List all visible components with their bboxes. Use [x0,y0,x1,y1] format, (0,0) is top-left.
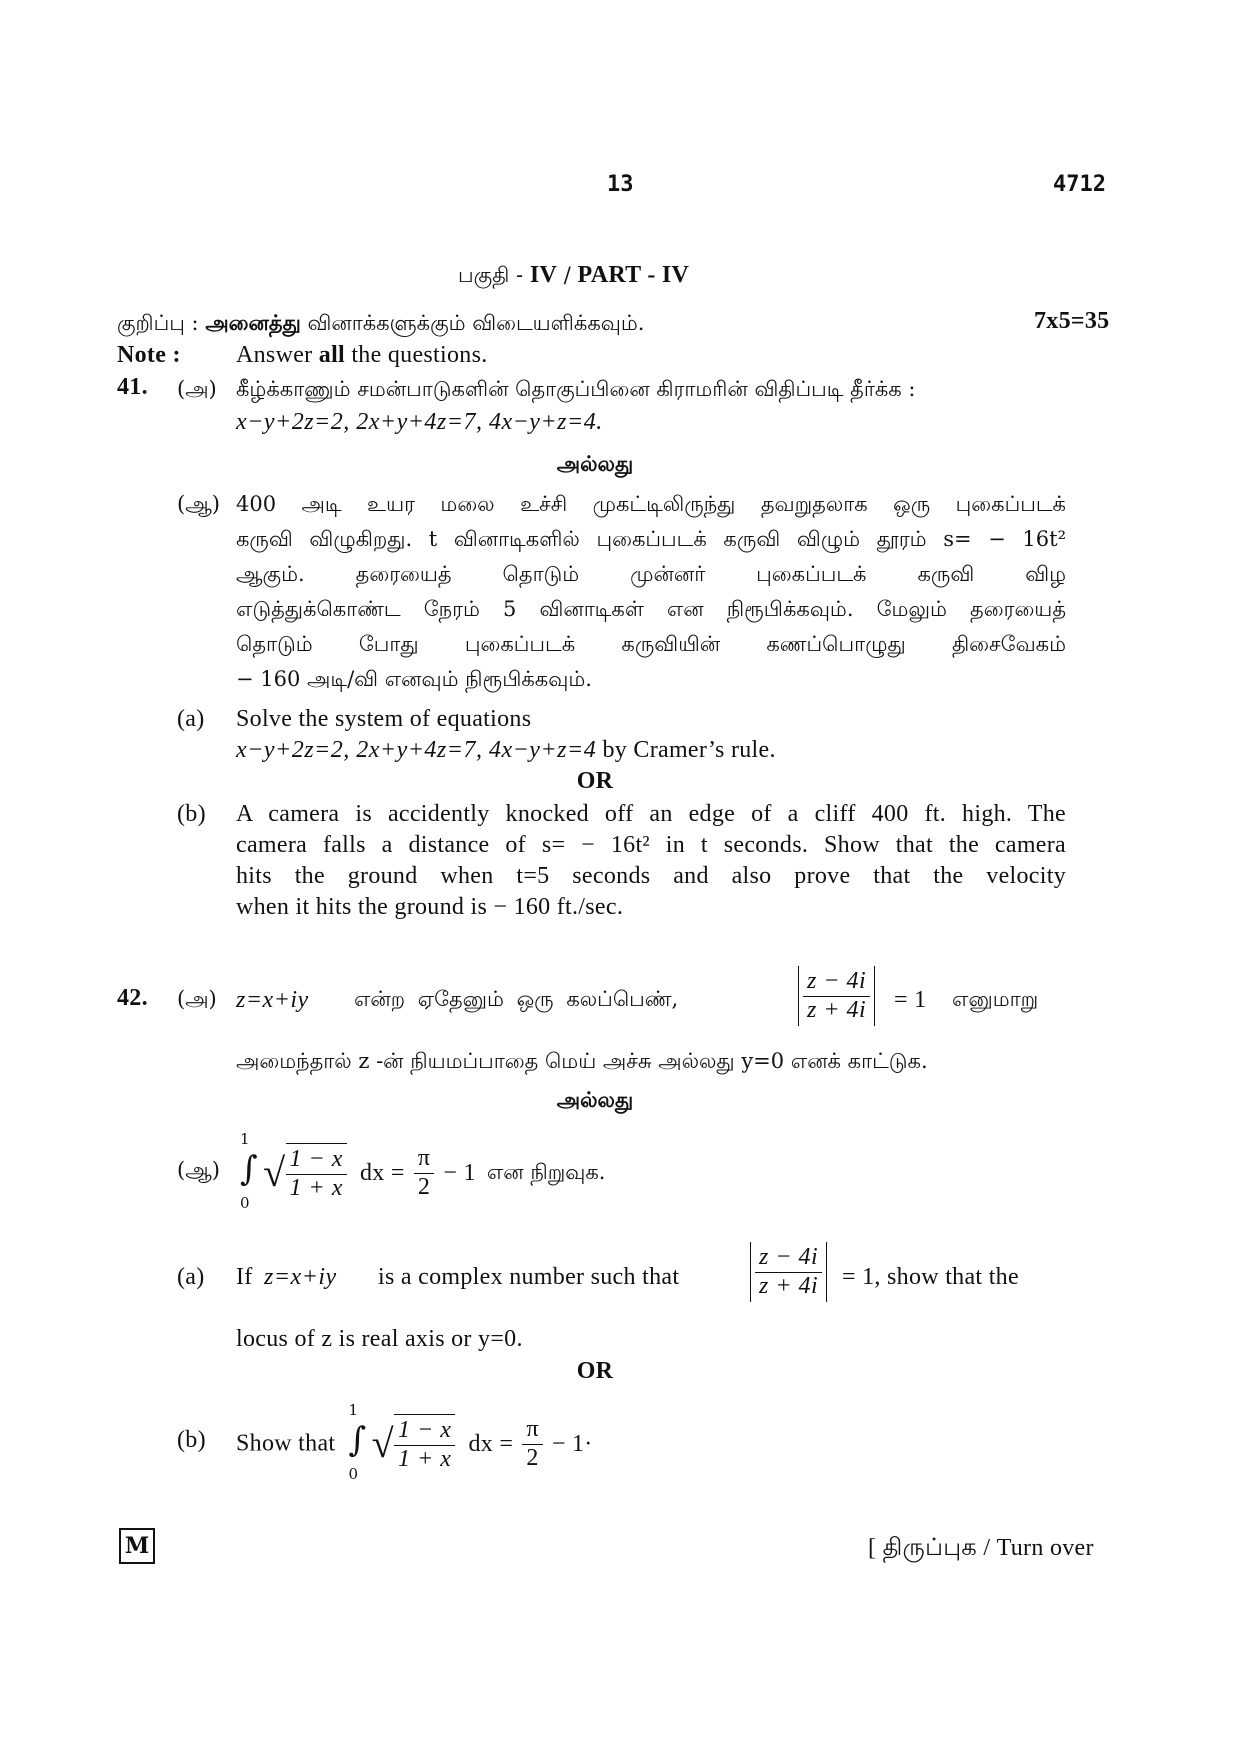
q42-tamil-b-integral: 1 ∫ 0 √ $\frac{1 - x}{1 + x}$ dx = $\frac{\pi}{2}$ − 1 என நிறுவுக. [240,1130,606,1212]
instruction-tamil: குறிப்பு : அனைத்து வினாக்களுக்கும் விடையளிக்கவும். [117,310,645,335]
q42-b-label: (b) [177,1427,206,1453]
q42-tamil-a-label: (அ) [177,987,217,1011]
q42-a-modulus: $\frac{z - 4i}{z + 4i}$ [750,1242,827,1302]
note-label: Note : [117,342,181,368]
q42-tamil-a-line2: அமைந்தால் z -ன் நியமப்பாதை மெய் அச்சு அல்லது y=0 எனக் காட்டுக. [236,1049,928,1073]
q42-a-label: (a) [177,1264,205,1290]
q41-a-line1: Solve the system of equations [236,706,532,732]
q42-tamil-mid: என்ற ஏதேனும் ஒரு கலப்பெண், [354,987,679,1011]
q42-or-tamil: அல்லது [556,1087,634,1112]
q41-b-line: when it hits the ground is − 160 ft./sec. [236,894,624,920]
integral-sign: 1 ∫ 0 [348,1401,367,1483]
footer-mark-box: M [119,1528,155,1564]
turn-over: [ திருப்புக / Turn over [868,1535,1094,1561]
q41-or-tamil: அல்லது [556,451,634,476]
q41-b-line: camera falls a distance of s= − 16t² in t seconds. Show that the camera [236,832,1066,858]
q41-tamil-b-line: 400 அடி உயர மலை உச்சி முகட்டிலிருந்து தவறுதலாக ஒரு புகைப்படக் [236,492,1066,516]
q42-tamil-end: எனுமாறு [952,987,1039,1011]
q42-tamil-b-label: (ஆ) [177,1158,220,1182]
page-number: 13 [607,172,634,197]
q42-number: 42. [117,985,148,1011]
q41-or-english: OR [576,768,614,794]
q41-b-line: hits the ground when t=5 seconds and also prove that the velocity [236,863,1066,889]
q41-b-line: A camera is accidently knocked off an edge of a cliff 400 ft. high. The [236,801,1066,827]
q41-tamil-b-line: − 160 அடி/வி எனவும் நிரூபிக்கவும். [236,667,592,691]
q42-a-line1: If z=x+iy is a complex number such that $\frac{z - 4i}{z + 4i}$ = 1, show that the [236,1242,1066,1312]
integral-sign: 1 ∫ 0 [240,1130,258,1212]
q42-b-integral: Show that 1 ∫ 0 √ $\frac{1 - x}{1 + x}$ dx = $\frac{\pi}{2}$ − 1· [236,1401,593,1483]
q41-tamil-a-label: (அ) [177,377,217,401]
q42-frac-num: z − 4i [803,968,870,997]
q41-b-label: (b) [177,801,206,827]
sqrt-expression: √ $\frac{1 - x}{1 + x}$ [263,1143,347,1202]
q42-frac-den: z + 4i [807,996,867,1023]
q41-number: 41. [117,374,148,400]
q41-tamil-a-text: கீழ்க்காணும் சமன்பாடுகளின் தொகுப்பினை கிராமரின் விதிப்படி தீர்க்க : [236,377,916,401]
q41-tamil-b-label: (ஆ) [177,492,220,516]
q42-tamil-a-line1 [236,966,1066,1036]
q42-or-english: OR [576,1358,614,1384]
sqrt-expression: √ $\frac{1 - x}{1 + x}$ [372,1414,456,1473]
paper-code: 4712 [1053,172,1106,197]
marks-allocation: 7x5=35 [1034,308,1110,334]
q41-tamil-b-line: தொடும் போது புகைப்படக் கருவியின் கணப்பொழுது திசைவேகம் [236,632,1066,656]
q42-a-line2: locus of z is real axis or y=0. [236,1326,523,1352]
q42-modulus [798,966,875,1026]
q41-tamil-b-line: ஆகும். தரையைத் தொடும் முன்னர் புகைப்படக் கருவி விழ [236,562,1066,586]
note-text: Answer all the questions. [236,342,488,368]
q41-tamil-b-line: எடுத்துக்கொண்ட நேரம் 5 வினாடிகள் என நிரூபிக்கவும். மேலும் தரையைத் [236,597,1066,621]
part-title: பகுதி - IV / PART - IV [458,262,690,288]
q41-tamil-equations: x−y+2z=2, 2x+y+4z=7, 4x−y+z=4. [236,409,603,435]
q41-a-line2: x−y+2z=2, 2x+y+4z=7, 4x−y+z=4 by Cramer’s rule. [236,737,776,763]
q42-z-def: z=x+iy [236,987,309,1013]
q41-tamil-b-line: கருவி விழுகிறது. t வினாடிகளில் புகைப்படக் கருவி விழும் தூரம் s= − 16t² [236,527,1066,551]
q42-eq-one: = 1 [894,987,927,1013]
q41-a-label: (a) [177,706,205,732]
